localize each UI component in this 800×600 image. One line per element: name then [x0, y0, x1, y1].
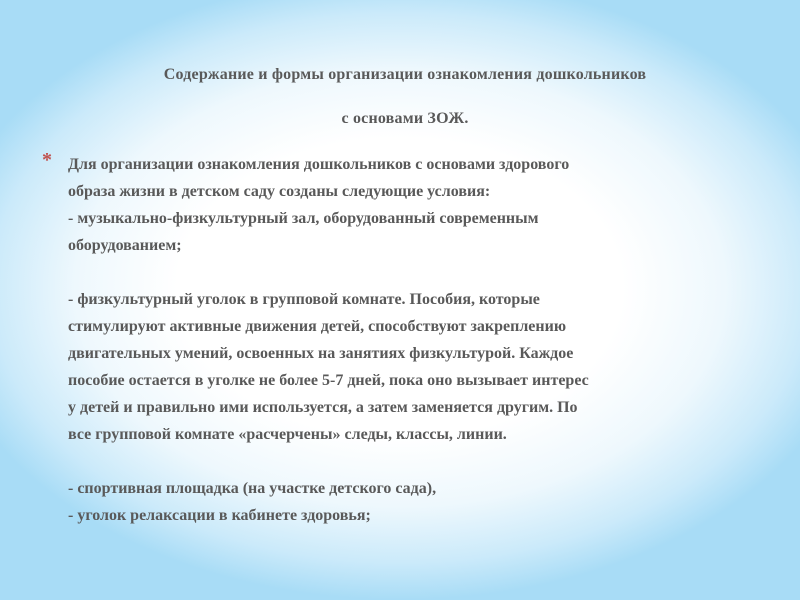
body-line: двигательных умений, освоенных на занятиях физкультурой. Каждое	[68, 345, 574, 362]
slide-body-text	[68, 151, 748, 529]
body-line: стимулируют активные движения детей, способствуют закреплению	[68, 318, 567, 335]
body-line: - уголок релаксации в кабинете здоровья;	[68, 507, 371, 524]
body-line: оборудованием;	[68, 237, 182, 254]
slide-title-line-1: Содержание и формы организации ознакомления дошкольников	[163, 66, 647, 83]
body-line: - музыкально-физкультурный зал, оборудованный современным	[68, 210, 539, 227]
body-line: Для организации ознакомления дошкольников с основами здорового	[68, 156, 570, 173]
paragraph-sports-corner	[68, 286, 748, 448]
slide-title-line-2: с основами ЗОЖ.	[341, 110, 469, 127]
body-line: - спортивная площадка (на участке детского сада),	[68, 480, 437, 497]
paragraph-gap	[68, 259, 748, 286]
bullet-asterisk-icon: *	[42, 149, 52, 171]
paragraph-playground-relaxation	[68, 475, 748, 529]
body-line: пособие остается в уголке не более 5-7 дней, пока оно вызывает интерес	[68, 372, 589, 389]
paragraph-conditions-intro	[68, 151, 748, 259]
body-line: все групповой комнате «расчерчены» следы, классы, линии.	[68, 426, 507, 443]
paragraph-gap	[68, 448, 748, 475]
body-line: - физкультурный уголок в групповой комнате. Пособия, которые	[68, 291, 540, 308]
body-line: у детей и правильно ими используется, а затем заменяется другим. По	[68, 399, 578, 416]
body-line: образа жизни в детском саду созданы следующие условия:	[68, 183, 491, 200]
